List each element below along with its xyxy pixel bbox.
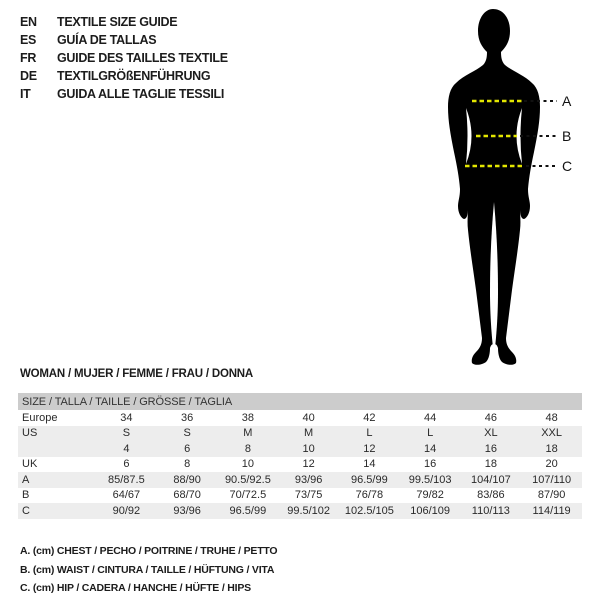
- row-label: C: [22, 504, 30, 517]
- measurement-legend: [20, 542, 277, 598]
- size-value: 8: [184, 458, 191, 471]
- size-value: 90/92: [112, 504, 141, 517]
- size-value: 96.5/99: [229, 504, 267, 517]
- size-value: XL: [484, 427, 498, 440]
- table-header-row: [18, 393, 582, 410]
- size-value: 42: [363, 411, 376, 424]
- size-value: 99.5/103: [408, 473, 452, 486]
- size-value: 107/110: [532, 473, 572, 486]
- size-value: 88/90: [173, 473, 201, 486]
- lang-code-en: EN: [20, 15, 37, 29]
- size-value: S: [183, 427, 191, 440]
- size-value: 90.5/92.5: [224, 473, 271, 486]
- size-value: 87/90: [537, 489, 566, 502]
- size-value: 6: [184, 442, 191, 455]
- size-value: 104/107: [470, 473, 511, 486]
- size-value: 12: [302, 458, 315, 471]
- size-value: 79/82: [416, 489, 444, 502]
- size-value: 36: [181, 411, 194, 424]
- lang-row-it: [20, 85, 228, 103]
- table-row-hip: [18, 503, 582, 519]
- size-value: 96.5/99: [351, 473, 388, 486]
- size-value: 8: [244, 442, 251, 455]
- lang-row-fr: [20, 49, 228, 67]
- table-row-us-numbers: [18, 441, 582, 457]
- size-value: 73/75: [294, 489, 323, 502]
- size-value: 16: [484, 442, 497, 455]
- lang-row-de: [20, 67, 228, 85]
- legend-chest: A. (cm) CHEST / PECHO / POITRINE / TRUHE / PETTO: [20, 545, 278, 557]
- size-value: 16: [424, 458, 437, 471]
- row-label: Europe: [22, 411, 58, 424]
- lang-code-es: ES: [20, 33, 37, 47]
- size-value: 114/119: [532, 504, 571, 517]
- table-row-uk: [18, 457, 582, 473]
- section-title: WOMAN / MUJER / FEMME / FRAU / DONNA: [20, 368, 254, 380]
- size-value: 10: [302, 442, 315, 455]
- row-label: UK: [22, 458, 38, 471]
- size-value: 93/96: [294, 473, 323, 486]
- size-value: L: [427, 427, 434, 440]
- size-value: 10: [241, 458, 254, 471]
- lang-title-es: GUÍA DE TALLAS: [57, 33, 157, 47]
- size-value: 44: [424, 411, 437, 424]
- size-value: 12: [363, 442, 376, 455]
- size-value: 70/72.5: [229, 489, 267, 502]
- row-label: US: [22, 427, 38, 440]
- table-row-waist: [18, 488, 582, 504]
- size-value: 14: [424, 442, 437, 455]
- size-value: 76/78: [355, 489, 384, 502]
- size-value: 18: [484, 458, 497, 471]
- lang-title-de: TEXTILGRÖßENFÜHRUNG: [57, 69, 211, 83]
- size-value: 40: [302, 411, 315, 424]
- size-value: 38: [241, 411, 254, 424]
- table-header: SIZE / TALLA / TAILLE / GRÖSSE / TAGLIA: [18, 393, 582, 410]
- size-value: 68/70: [173, 489, 201, 502]
- row-label: A: [22, 473, 30, 486]
- size-value: 99.5/102: [287, 504, 331, 517]
- size-value: 93/96: [173, 504, 201, 517]
- size-value: 106/109: [410, 504, 450, 517]
- lang-title-fr: GUIDE DES TAILLES TEXTILE: [57, 51, 228, 65]
- row-label: [18, 441, 96, 457]
- legend-hip: C. (cm) HIP / CADERA / HANCHE / HÜFTE / HIPS: [20, 582, 251, 594]
- row-label: B: [22, 489, 30, 502]
- size-value: XXL: [541, 427, 563, 440]
- lang-code-fr: FR: [20, 51, 37, 65]
- size-value: 18: [545, 442, 558, 455]
- size-value: 20: [545, 458, 558, 471]
- size-value: 34: [120, 411, 133, 424]
- lang-title-it: GUIDA ALLE TAGLIE TESSILI: [57, 87, 225, 101]
- size-value: 110/113: [471, 504, 510, 517]
- legend-waist: B. (cm) WAIST / CINTURA / TAILLE / HÜFTUNG / VITA: [20, 563, 275, 576]
- size-table: [18, 393, 582, 519]
- lang-row-en: [20, 13, 228, 31]
- size-value: 4: [123, 442, 130, 455]
- size-value: 83/86: [477, 489, 505, 502]
- lang-code-it: IT: [20, 87, 31, 101]
- size-value: M: [304, 427, 314, 440]
- lang-title-en: TEXTILE SIZE GUIDE: [57, 15, 178, 29]
- size-value: L: [366, 427, 373, 440]
- size-value: M: [243, 427, 253, 440]
- lang-row-es: [20, 31, 228, 49]
- lang-code-de: DE: [20, 69, 37, 83]
- size-value: 85/87.5: [108, 473, 145, 486]
- table-row-us-letters: [18, 426, 582, 442]
- size-value: 102.5/105: [344, 504, 394, 517]
- marker-c-label: C: [562, 158, 573, 174]
- marker-a-label: A: [562, 93, 572, 109]
- table-row-europe: [18, 410, 582, 426]
- woman-silhouette-figure: [420, 0, 600, 380]
- size-value: 14: [363, 458, 376, 471]
- size-value: 64/67: [112, 489, 141, 502]
- size-value: 48: [545, 411, 558, 424]
- table-row-chest: [18, 472, 582, 488]
- marker-b-label: B: [562, 128, 572, 144]
- size-value: S: [122, 427, 131, 440]
- size-value: 6: [123, 458, 130, 471]
- language-title-block: [20, 13, 228, 103]
- size-value: 46: [484, 411, 497, 424]
